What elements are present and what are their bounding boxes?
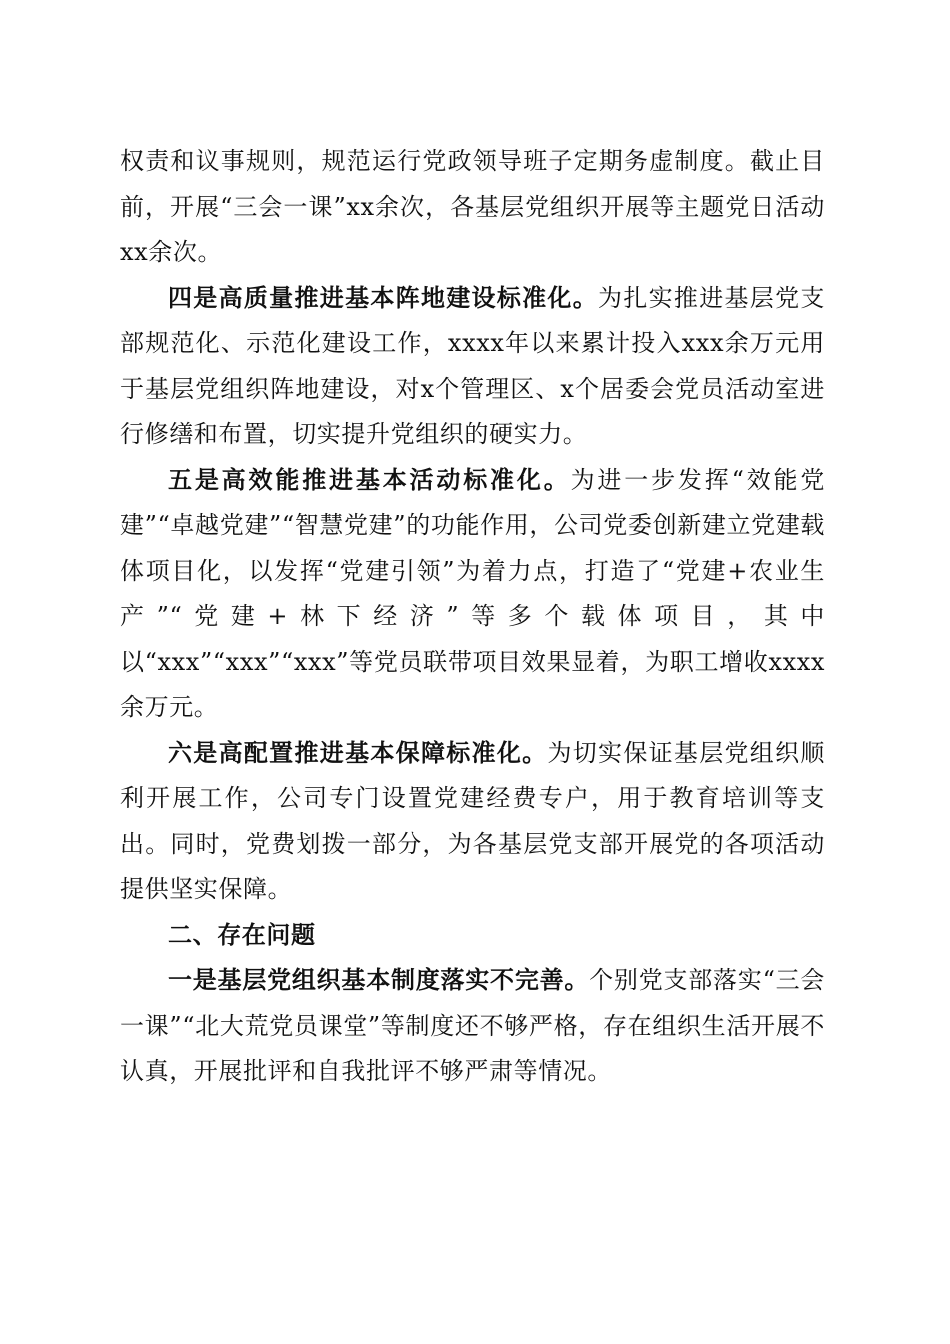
paragraph-point-five [120,458,825,731]
problem-one-lead: 一是基层党组织基本制度落实不完善。 [168,966,590,994]
paragraph-problem-one [120,958,825,1095]
point-four-lead: 四是高质量推进基本阵地建设标准化。 [168,283,599,312]
point-five-body: 为进一步发挥“效能党建”“卓越党建”“智慧党建”的功能作用，公司党委创新建立党建载体项目化，以发挥“党建引领”为着力点，打造了“党建+农业生产”“党建+林下经济”等多个载体项目，其中以“xxx”“xxx”“xxx”等党员联带项目效果显着，为职工增收xxxx余万元。 [120,465,825,721]
point-six-lead: 六是高配置推进基本保障标准化。 [168,738,548,767]
paragraph-continuation: 权责和议事规则，规范运行党政领导班子定期务虚制度。截止目前，开展“三会一课”xx余次，各基层党组织开展等主题党日活动xx余次。 [120,147,825,266]
point-five-lead: 五是高效能推进基本活动标准化。 [168,465,571,494]
paragraph-point-four [120,276,825,458]
point-four-body: 为扎实推进基层党支部规范化、示范化建设工作，xxxx年以来累计投入xxx余万元用于基层党组织阵地建设，对x个管理区、x个居委会党员活动室进行修缮和布置，切实提升党组织的硬实力。 [120,283,825,448]
problem-one-body: 个别党支部落实“三会一课”“北大荒党员课堂”等制度还不够严格，存在组织生活开展不认真，开展批评和自我批评不够严肃等情况。 [120,966,825,1085]
document-page [120,139,825,1095]
point-six-body: 为切实保证基层党组织顺利开展工作，公司专门设置党建经费专户，用于教育培训等支出。同时，党费划拨一部分，为各基层党支部开展党的各项活动提供坚实保障。 [120,738,825,903]
section-heading-problems: 二、存在问题 [168,920,316,949]
paragraph-point-six [120,731,825,913]
